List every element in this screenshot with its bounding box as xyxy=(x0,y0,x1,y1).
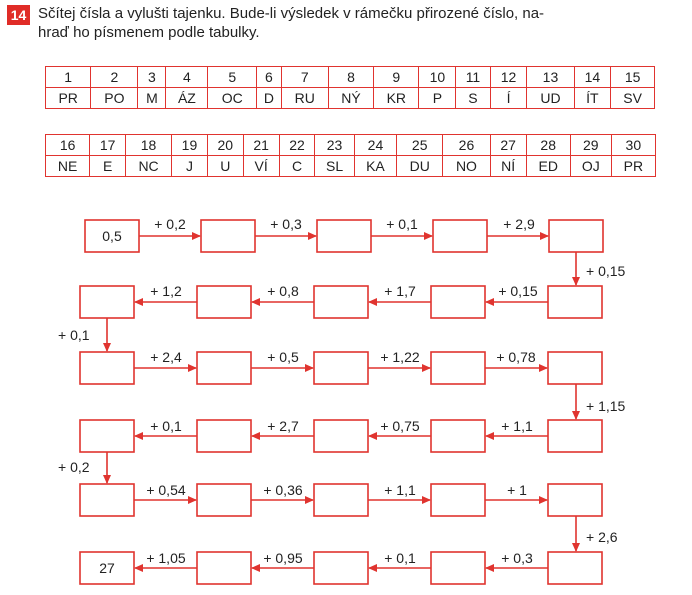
answer-box[interactable] xyxy=(197,484,251,516)
answer-box[interactable] xyxy=(548,552,602,584)
code-letters: SV xyxy=(611,88,655,109)
answer-box[interactable] xyxy=(548,484,602,516)
code-letters: UD xyxy=(527,88,574,109)
code-letters: ÁZ xyxy=(166,88,208,109)
code-number: 19 xyxy=(172,135,208,156)
code-letters: VÍ xyxy=(243,156,279,177)
answer-box[interactable] xyxy=(431,286,485,318)
code-letters: NC xyxy=(126,156,172,177)
answer-box[interactable] xyxy=(80,420,134,452)
code-number: 11 xyxy=(456,67,490,88)
answer-box[interactable] xyxy=(314,286,368,318)
code-letters: OC xyxy=(208,88,257,109)
answer-box[interactable] xyxy=(314,352,368,384)
operation-label: + 0,3 xyxy=(270,216,302,232)
operation-label: + 1,22 xyxy=(380,349,420,365)
code-letters: SL xyxy=(315,156,354,177)
operation-label: + 1 xyxy=(507,482,527,498)
code-number: 14 xyxy=(574,67,611,88)
code-letters: OJ xyxy=(570,156,611,177)
answer-box[interactable] xyxy=(431,352,485,384)
operation-label: + 0,78 xyxy=(496,349,536,365)
code-letters: NÝ xyxy=(328,88,373,109)
exercise-number-badge: 14 xyxy=(7,5,30,25)
code-number: 22 xyxy=(279,135,315,156)
code-number: 13 xyxy=(527,67,574,88)
code-number: 23 xyxy=(315,135,354,156)
code-number: 8 xyxy=(328,67,373,88)
code-letters: RU xyxy=(281,88,328,109)
code-number: 24 xyxy=(354,135,397,156)
operation-label: + 0,95 xyxy=(263,550,303,566)
answer-box[interactable] xyxy=(197,420,251,452)
operation-label: + 2,9 xyxy=(503,216,535,232)
code-letters: D xyxy=(257,88,282,109)
answer-box[interactable] xyxy=(197,286,251,318)
operation-label: + 2,6 xyxy=(586,529,618,545)
code-number: 10 xyxy=(419,67,456,88)
answer-box[interactable] xyxy=(548,420,602,452)
answer-box[interactable] xyxy=(433,220,487,252)
operation-label: + 2,4 xyxy=(150,349,182,365)
instruction-line-1: Sčítej čísla a vylušti tajenku. Bude-li výsledek v rámečku přirozené číslo, na- xyxy=(38,5,545,22)
operation-label: + 0,1 xyxy=(384,550,416,566)
code-number: 5 xyxy=(208,67,257,88)
code-letters: PO xyxy=(91,88,138,109)
code-number: 29 xyxy=(570,135,611,156)
operation-label: + 0,8 xyxy=(267,283,299,299)
operation-label: + 1,2 xyxy=(150,283,182,299)
operation-label: + 0,1 xyxy=(386,216,418,232)
code-letters: J xyxy=(172,156,208,177)
operation-label: + 0,75 xyxy=(380,418,420,434)
operation-label: + 0,1 xyxy=(58,327,90,343)
code-letters: DU xyxy=(397,156,443,177)
answer-box[interactable] xyxy=(314,420,368,452)
operation-label: + 0,2 xyxy=(58,459,90,475)
code-letters: C xyxy=(279,156,315,177)
code-number: 17 xyxy=(90,135,126,156)
code-letters: PR xyxy=(46,88,91,109)
code-number: 28 xyxy=(526,135,570,156)
code-letters: NE xyxy=(46,156,90,177)
operation-label: + 2,7 xyxy=(267,418,299,434)
code-number: 1 xyxy=(46,67,91,88)
code-number: 6 xyxy=(257,67,282,88)
operation-label: + 1,15 xyxy=(586,398,626,414)
code-number: 27 xyxy=(490,135,526,156)
operation-label: + 0,15 xyxy=(586,263,626,279)
code-letters: KA xyxy=(354,156,397,177)
code-number: 26 xyxy=(443,135,491,156)
code-number: 30 xyxy=(611,135,655,156)
operation-label: + 0,1 xyxy=(150,418,182,434)
answer-box[interactable] xyxy=(201,220,255,252)
operation-label: + 0,5 xyxy=(267,349,299,365)
operation-label: + 0,2 xyxy=(154,216,186,232)
code-letters: KR xyxy=(374,88,419,109)
start-value: 0,5 xyxy=(102,228,122,244)
answer-box[interactable] xyxy=(197,552,251,584)
code-number: 7 xyxy=(281,67,328,88)
answer-box[interactable] xyxy=(314,484,368,516)
answer-box[interactable] xyxy=(548,286,602,318)
answer-box[interactable] xyxy=(80,484,134,516)
code-letters: NO xyxy=(443,156,491,177)
code-number: 21 xyxy=(243,135,279,156)
operation-label: + 1,05 xyxy=(146,550,186,566)
operation-label: + 1,7 xyxy=(384,283,416,299)
answer-box[interactable] xyxy=(80,352,134,384)
answer-box[interactable] xyxy=(548,352,602,384)
code-letters: PR xyxy=(611,156,655,177)
instruction-line-2: hraď ho písmenem podle tabulky. xyxy=(38,24,260,41)
code-number: 4 xyxy=(166,67,208,88)
operation-label: + 1,1 xyxy=(501,418,533,434)
answer-box[interactable] xyxy=(549,220,603,252)
code-number: 9 xyxy=(374,67,419,88)
code-letters: ED xyxy=(526,156,570,177)
answer-box[interactable] xyxy=(431,484,485,516)
answer-box[interactable] xyxy=(431,552,485,584)
code-letters: U xyxy=(207,156,243,177)
operation-label: + 0,15 xyxy=(498,283,538,299)
code-letters: M xyxy=(138,88,166,109)
answer-box[interactable] xyxy=(431,420,485,452)
code-letters: S xyxy=(456,88,490,109)
code-letters: ÍT xyxy=(574,88,611,109)
code-number: 25 xyxy=(397,135,443,156)
operation-label: + 0,36 xyxy=(263,482,303,498)
code-letters: NÍ xyxy=(490,156,526,177)
code-number: 3 xyxy=(138,67,166,88)
answer-box[interactable] xyxy=(314,552,368,584)
code-letters: Í xyxy=(490,88,527,109)
code-number: 18 xyxy=(126,135,172,156)
end-value: 27 xyxy=(99,560,115,576)
code-number: 12 xyxy=(490,67,527,88)
code-number: 16 xyxy=(46,135,90,156)
answer-box[interactable] xyxy=(317,220,371,252)
code-number: 15 xyxy=(611,67,655,88)
operation-label: + 0,54 xyxy=(146,482,186,498)
answer-box[interactable] xyxy=(80,286,134,318)
code-letters: P xyxy=(419,88,456,109)
answer-box[interactable] xyxy=(197,352,251,384)
operation-label: + 1,1 xyxy=(384,482,416,498)
code-letters: E xyxy=(90,156,126,177)
code-number: 2 xyxy=(91,67,138,88)
operation-label: + 0,3 xyxy=(501,550,533,566)
code-number: 20 xyxy=(207,135,243,156)
